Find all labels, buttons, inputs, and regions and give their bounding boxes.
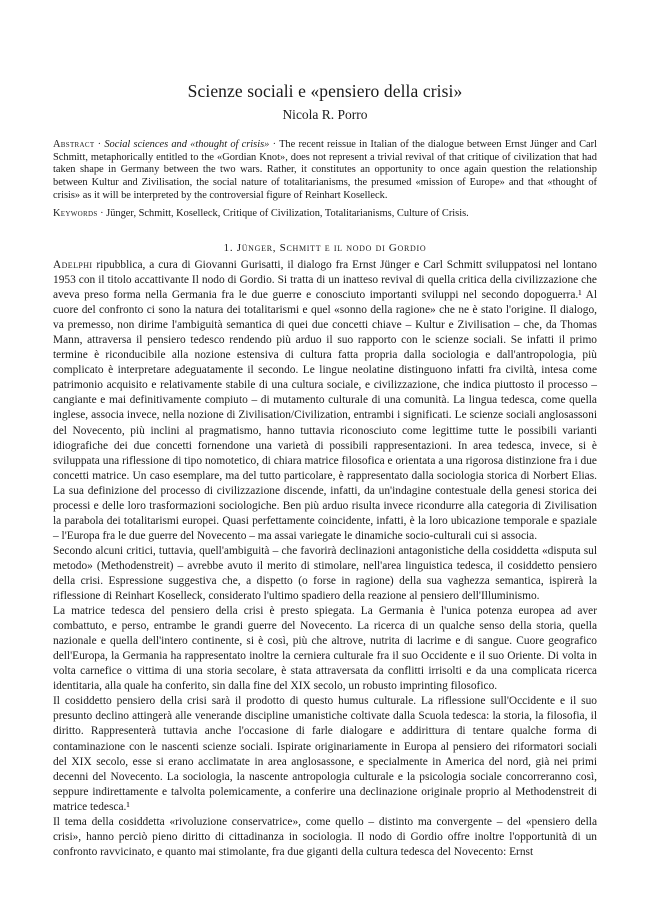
abstract-text: · The recent reissue in Italian of the dialogue between Ernst Jünger and Carl Schmitt, metaphorically entitled to the «Gordian Knot», does not represent a trivial revival of that critique of civilization that had taken shape in Germany between the two wars. Rather, it constitutes an opportunity to once again question the relationship between Kultur and Zivilisation, the social nature of totalitarianisms, the presumed «mission of Europe» and that «thought of crisis» as it will be interpreted by the controversial figure of Reinhart Koselleck. — [53, 139, 598, 201]
abstract-title: Social sciences and «thought of crisis» — [104, 139, 270, 150]
keywords-label: Keywords — [53, 208, 98, 219]
body-paragraph: Secondo alcuni critici, tuttavia, quell'ambiguità – che favorirà declinazioni antagonistiche della cosiddetta «disputa sul metodo» (Methodenstreit) – avrebbe avuto il merito di stimolare, nell'area linguistica tedesca, il cosiddetto pensiero della crisi. Espressione suggestiva che, a dispetto (o forse in ragione) della sua vaghezza semantica, ispirerà la riflessione di Reinhart Koselleck, considerato l'ultimo spadiero della reazione al pensiero dell'Illuminismo. — [53, 544, 597, 603]
keywords-text: · Jünger, Schmitt, Koselleck, Critique of Civilization, Totalitarianisms, Culture of Crisis. — [97, 208, 469, 219]
body-paragraph: La matrice tedesca del pensiero della crisi è presto spiegata. La Germania è l'unica potenza europea ad aver combattuto, e perso, entrambe le grandi guerre del Novecento. La ricerca di un qualche senso della storia, quella nazionale e quella dell'intero continente, si è così, più che altrove, nutrita di lacrime e di sangue. Cuore geografico dell'Europa, la Germania ha rappresentato inoltre la cerniera culturale fra il suo Occidente e il suo Oriente. Di volta in volta carnefice o vittima di una storia secolare, è stata attraversata da conflitti irrisolti e da una complicata ricerca identitaria, alla quale ha conferito, sin dalla fine del XIX secolo, un robusto imprinting filosofico. — [53, 605, 597, 693]
section-heading: 1. Jünger, Schmitt e il nodo di Gordio — [223, 242, 427, 254]
article-author: Nicola R. Porro — [282, 107, 368, 122]
keywords-block — [53, 208, 597, 221]
body-paragraph — [53, 258, 597, 544]
abstract-label: Abstract — [53, 139, 95, 150]
article-body — [53, 258, 597, 860]
paragraph-lead: Adelphi — [53, 259, 93, 271]
paragraph-text: ripubblica, a cura di Giovanni Gurisatti, il dialogo fra Ernst Jünger e Carl Schmitt sviluppatosi nel lontano 1953 con il titolo accattivante Il nodo di Gordio. Si tratta di un inatteso revival di quella critica della civilizzazione che aveva preso forma nella Germania fra le due guerre e conosciuto importanti sviluppi nel secondo dopoguerra.¹ Al cuore del confronto ci sono la natura dei totalitarismi e quel «sonno della ragione» che ne è stato l'origine. Il dialogo, va premesso, non dirime l'ambiguità semantica di quei due concetti chiave – Kultur e Zivilisation – che, da Thomas Mann, attraversa il pensiero tedesco rendendo più arduo il suo rapporto con le scienze sociali. Se infatti il primo termine è riconducibile alla nozione estensiva di cultura fatta propria dalla sociologia e dall'antropologia, più complicato è interpretare adeguatamente il secondo. Le lingue neolatine distinguono infatti fra civiltà, intesa come patrimonio acquisito e relativamente stabile di una cultura sociale, e civilizzazione, che indica piuttosto il processo – cangiante e mai definitivamente compiuto – di mutamento culturale di una comunità. La lingua tedesca, come quella inglese, associa invece, nella nozione di Zivilisation/Civilization, entrambi i significati. Le scienze sociali anglosassoni del Novecento, più inclini al pragmatismo, hanno tuttavia riconosciuto come legittime tutte le possibili varianti idiografiche dei due concetti fornendone una varietà di possibili rappresentazioni. In area tedesca, invece, si è sviluppata una riflessione di tipo nomotetico, di chiara matrice filosofica e orientata a una rigorosa distinzione fra i due concetti matrice. Un caso esemplare, ma del tutto particolare, è rappresentato dalla sociologia storica di Norbert Elias. La sua definizione del processo di civilizzazione discende, infatti, da un'indagine contestuale della genesi storica dei processi e delle loro trasformazioni sociologiche. Ben più arduo risulta invece ricondurre alla categoria di Zivilisation la parabola dei totalitarismi europei. Quasi perfettamente coincidente, infatti, è la loro ubicazione temporale e spaziale – l'Europa fra le due guerre del Novecento – ma assai variegate le dinamiche socio-culturali cui si associa. — [53, 259, 597, 542]
abstract-block — [53, 139, 597, 203]
body-paragraph: Il cosiddetto pensiero della crisi sarà il prodotto di questo humus culturale. La riflessione sull'Occidente e il suo presunto declino attingerà alle venerande discipline umanistiche coltivate dalla Scuola tedesca: la storia, la filosofia, il diritto. Rappresenterà tuttavia anche l'occasione di farle dialogare e addirittura di tentare qualche forma di contaminazione con le nascenti scienze sociali. Ispirate originariamente in Europa al pensiero dei riformatori sociali del XIX secolo, esse si erano acclimatate in area anglosassone, e specialmente in America del nord, già nei primi decenni del Novecento. La sociologia, la nascente antropologia culturale e la psicologia sociale concorreranno così, seppure indirettamente e talvolta polemicamente, a conferire una declinazione originale proprio al Methodenstreit di matrice tedesca.¹ — [53, 695, 597, 813]
body-paragraph: Il tema della cosiddetta «rivoluzione conservatrice», come quello – distinto ma convergente – del «pensiero della crisi», hanno perciò pieno diritto di cittadinanza in sociologia. Il nodo di Gordio offre inoltre l'opportunità di un confronto ravvicinato, e quanto mai stimolante, fra due giganti della cultura tedesca del Novecento: Ernst — [53, 815, 597, 858]
abstract-separator: · — [94, 139, 105, 150]
article-title: Scienze sociali e «pensiero della crisi» — [187, 81, 463, 101]
